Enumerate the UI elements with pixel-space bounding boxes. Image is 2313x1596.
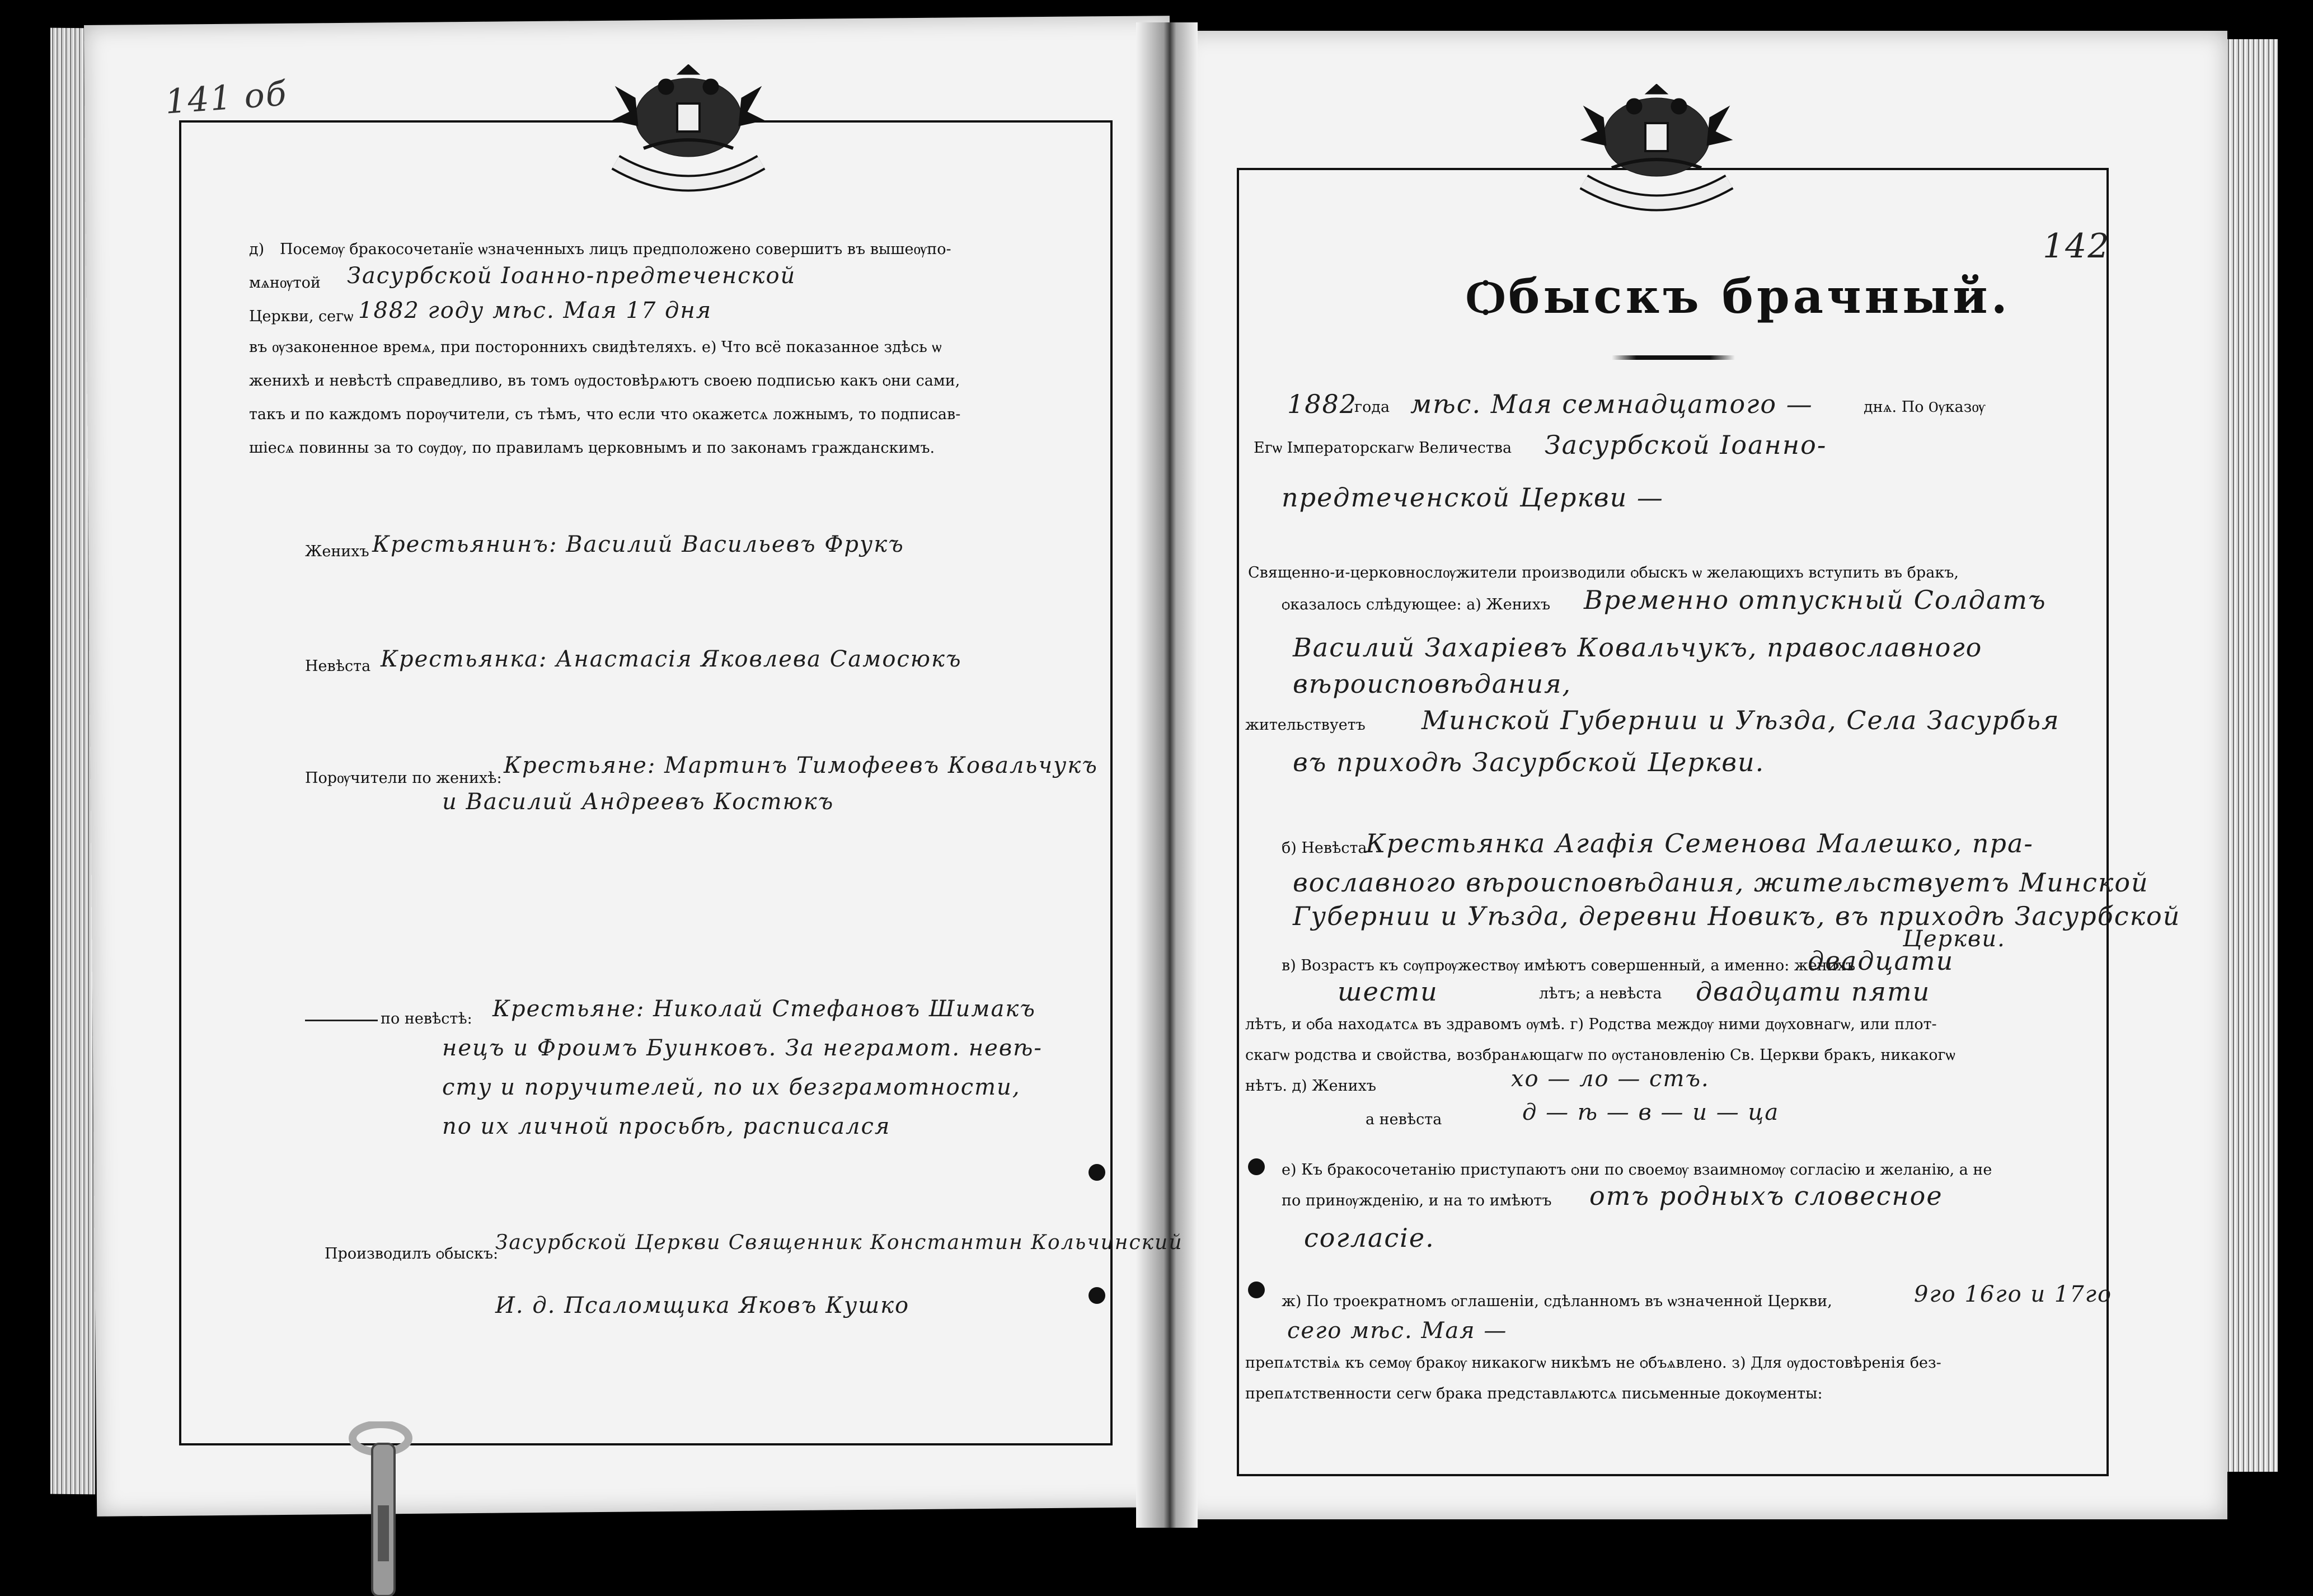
r-line-16: лѣтъ, и ѻба находѧтсѧ въ здравомъ ѹмѣ. г) Родства междѹ ними дѹховнагѡ, или плот- — [1245, 1016, 1937, 1033]
binding-hole — [1248, 1158, 1265, 1175]
section-d-line-5: женихѣ и невѣстѣ справедливо, въ томъ ѹдостовѣрѧютъ своею подписью какъ ѻни сами, — [249, 372, 960, 389]
section-d-line-2-hand: Засурбской Іоанно-предтеченской — [347, 263, 796, 289]
dash-rule — [305, 1020, 378, 1021]
binder-clip-icon — [347, 1421, 425, 1596]
r-line-2-hand: Засурбской Іоанно- — [1545, 430, 1827, 460]
r-line-7-hand: вѣроисповѣдания, — [1293, 669, 1572, 699]
r-line-13-hand: Церкви. — [1903, 926, 2006, 952]
section-d-line-2-printed: мѧнѹтой — [249, 274, 321, 292]
r-line-10-p1: б) Невѣста — [1282, 839, 1367, 857]
groom-guarantors-line-1: Крестьяне: Мартинъ Тимофеевъ Ковальчукъ — [504, 753, 1098, 778]
r-line-1-month: мѣс. Мая семнадцатого — — [1410, 389, 1813, 419]
title-flourish — [1612, 355, 1735, 360]
bride-label: Невѣста — [305, 658, 371, 675]
r-line-18-p1: нѣтъ. д) Женихъ — [1245, 1077, 1377, 1095]
r-line-21-p1: по принѹжденію, и на то имѣютъ — [1282, 1192, 1552, 1209]
bride-guarantors-line-4: по их личной просьбѣ, расписался — [442, 1114, 891, 1139]
r-line-9-hand: въ приходѣ Засурбской Церкви. — [1293, 747, 1765, 777]
r-line-10-hand: Крестьянка Агафія Семенова Малешко, пра- — [1366, 828, 2034, 858]
section-d-line-6: такъ и по каждомъ порѹчители, съ тѣмъ, что если что ѻкажетсѧ ложнымъ, то подписав- — [249, 406, 961, 423]
bride-guarantors-line-3: сту и поручителей, по их безграмотности, — [442, 1074, 1021, 1100]
r-line-4: Священно-и-церковнослѹжители производили ѻбыскъ ѡ желающихъ вступить въ бракъ, — [1248, 564, 1959, 581]
r-line-15-hand2: двадцати пяти — [1696, 977, 1931, 1007]
r-line-1-year: 1882 — [1287, 389, 1358, 419]
document-title: Ѻбыскъ брачный. — [1466, 269, 2011, 324]
bride-guarantors-label: по невѣстѣ: — [381, 1010, 472, 1027]
section-d-line-1: Посемѹ бракосочетанїе ѡзначенныхъ лицъ предположено совершитъ въ вышеѹпо- — [280, 241, 951, 258]
binding-hole — [1089, 1164, 1105, 1181]
groom-guarantors-label: Порѹчители по женихѣ: — [305, 769, 502, 787]
double-headed-eagle-crest-icon — [604, 64, 772, 204]
right-page-number: 142 — [2043, 227, 2110, 266]
r-line-12-hand: Губернии и Уѣзда, деревни Новикъ, въ приходѣ Засурбской — [1293, 901, 2181, 931]
section-d-line-4: въ ѹзаконенное времѧ, при посторонниxъ свидѣтеляxъ. е) Что всё показанное здѣсь ѡ — [249, 339, 942, 356]
examiner-line-1: Засурбской Церкви Священник Константин Кольчинский — [495, 1231, 1183, 1254]
r-line-22-hand: согласіе. — [1304, 1223, 1435, 1253]
double-headed-eagle-crest-icon — [1573, 84, 1740, 224]
r-line-25: препѧтствіѧ къ семѹ бракѹ никакогѡ никѣмъ не ѻбъѧвлено. з) Для ѹдостовѣренія без- — [1245, 1354, 1941, 1372]
r-line-19-hand: д — ѣ — в — и — ца — [1522, 1100, 1780, 1125]
groom-guarantors-line-2: и Василий Андреевъ Костюкъ — [442, 789, 834, 815]
binding-hole — [1089, 1287, 1105, 1304]
r-line-3-hand: предтеченской Церкви — — [1282, 482, 1664, 513]
r-line-15-p1: лѣтъ; а невѣста — [1539, 985, 1662, 1002]
section-d-line-3-printed: Церкви, сегѡ — [249, 308, 354, 325]
r-line-6-hand: Василий Захарiевъ Ковальчукъ, православного — [1293, 632, 1983, 663]
binding-hole — [1248, 1282, 1265, 1298]
groom-label: Женихъ — [305, 543, 369, 560]
groom-value: Крестьянинъ: Василий Васильевъ Фрукъ — [372, 532, 904, 557]
r-line-8-hand: Минской Губернии и Уѣзда, Села Засурбья — [1421, 705, 2060, 735]
r-line-26: препѧтственности сегѡ брака представлѧютсѧ письменные докѹменты: — [1245, 1385, 1823, 1402]
r-line-8-p1: жительствуетъ — [1245, 716, 1366, 734]
r-line-17: скагѡ родства и свойства, возбранѧющагѡ по ѹстановленію Св. Церкви бракъ, никакогѡ — [1245, 1046, 1955, 1064]
section-d-line-7: шіесѧ повинны за то сѹдѹ, по правиламъ церковнымъ и по законамъ гражданскимъ. — [249, 439, 935, 457]
r-line-1-p1: года — [1354, 398, 1390, 416]
section-d-line-3-hand: 1882 году мѣс. Мая 17 дня — [358, 298, 712, 323]
r-line-19-p1: а невѣста — [1366, 1111, 1442, 1128]
r-line-5-hand: Временно отпускный Солдатъ — [1584, 585, 2047, 615]
r-line-1-p2: днѧ. По Ѹказѹ — [1864, 398, 1986, 416]
section-d-num: д) — [249, 241, 265, 258]
right-page-frame — [1237, 168, 2109, 1476]
r-line-5-p1: ѻказалось слѣдующее: а) Женихъ — [1282, 596, 1551, 613]
r-line-2-p1: Егѡ Імператорскагѡ Величества — [1254, 439, 1512, 457]
r-line-15-hand1: шести — [1338, 977, 1438, 1007]
r-line-21-hand: отъ родныхъ словесное — [1589, 1181, 1943, 1211]
r-line-23-hand: 9го 16го и 17го — [1914, 1282, 2113, 1307]
r-line-14-p1: в) Возрастъ къ сѹпрѹжествѹ имѣютъ совершенный, а именно: женихъ — [1282, 957, 1856, 974]
r-line-11-hand: вославного вѣроисповѣдания, жительствуетъ Минской — [1293, 867, 2149, 898]
r-line-18-hand: хо — ло — стъ. — [1511, 1066, 1710, 1092]
r-line-14-hand: двадцати — [1808, 946, 1954, 976]
bride-value: Крестьянка: Анастасія Яковлева Самосюкъ — [381, 646, 962, 672]
examiner-line-2: И. д. Псаломщика Яковъ Кушко — [495, 1293, 910, 1318]
bride-guarantors-line-2: нецъ и Фроимъ Буинковъ. За неграмот. невѣ- — [442, 1035, 1043, 1061]
bride-guarantors-line-1: Крестьяне: Николай Стефановъ Шимакъ — [492, 996, 1036, 1022]
r-line-20: е) Къ бракосочетанію приступаютъ ѻни по своемѹ взаимномѹ согласію и желанію, а не — [1282, 1161, 1992, 1179]
left-page-number: 141 об — [163, 74, 289, 122]
examiner-label: Производилъ ѻбыскъ: — [325, 1245, 499, 1262]
r-line-23-p1: ж) По троекратномъ ѻглашеніи, сдѣланномъ въ ѡзначенной Церкви, — [1282, 1293, 1832, 1310]
r-line-24-hand: сего мѣс. Мая — — [1287, 1318, 1508, 1344]
book-gutter — [1136, 22, 1198, 1528]
